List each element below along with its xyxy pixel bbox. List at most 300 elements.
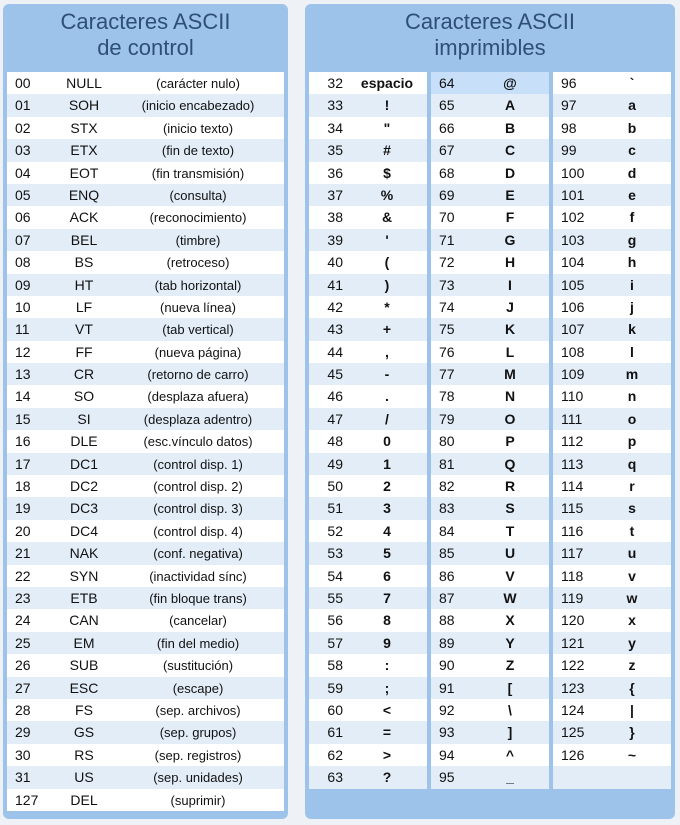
printable-code: 100	[561, 164, 585, 181]
printable-code: 124	[561, 701, 585, 718]
printable-char: v	[628, 567, 636, 584]
printable-code: 104	[561, 254, 585, 271]
printable-char: !	[384, 97, 390, 114]
printable-code: 93	[439, 724, 455, 741]
printable-row	[309, 72, 427, 94]
printable-char: Q	[504, 455, 516, 472]
printable-row	[431, 744, 549, 766]
printable-code: 52	[327, 522, 343, 539]
control-code: 14	[15, 388, 31, 405]
printable-row	[431, 430, 549, 452]
printable-row	[309, 677, 427, 699]
printable-char: |	[630, 701, 634, 718]
printable-row	[553, 520, 671, 542]
printable-code: 87	[439, 589, 455, 606]
printable-char: D	[504, 164, 516, 181]
control-desc: (desplaza afuera)	[147, 389, 249, 405]
control-row	[7, 766, 284, 788]
printable-char: y	[628, 634, 636, 651]
printable-char: Y	[505, 634, 515, 651]
control-code: 28	[15, 701, 31, 718]
control-abbr: BS	[74, 254, 94, 271]
printable-char: '	[385, 231, 389, 248]
printable-code: 117	[561, 545, 584, 562]
printable-char: V	[505, 567, 515, 584]
printable-char: o	[627, 410, 637, 427]
printable-row	[309, 699, 427, 721]
control-code: 19	[15, 500, 31, 517]
printable-chars-panel	[305, 4, 675, 819]
printable-code: 55	[327, 589, 343, 606]
control-abbr: DEL	[70, 791, 98, 808]
printable-code: 76	[439, 343, 455, 360]
printable-row	[309, 274, 427, 296]
printable-char: (	[384, 254, 390, 271]
control-chars-title	[3, 9, 288, 61]
printable-char: $	[383, 164, 391, 181]
printable-char: P	[505, 433, 515, 450]
control-desc: (cancelar)	[169, 613, 227, 629]
printable-row	[431, 632, 549, 654]
printable-column-2	[431, 72, 549, 789]
printable-code: 102	[561, 209, 585, 226]
printable-code: 98	[561, 119, 577, 136]
printable-char: &	[381, 209, 393, 226]
printable-char: S	[505, 500, 515, 517]
control-abbr: DLE	[70, 433, 98, 450]
control-row	[7, 677, 284, 699]
printable-code: 59	[327, 679, 343, 696]
printable-row	[553, 72, 671, 94]
printable-column-3	[553, 72, 671, 789]
printable-row	[309, 162, 427, 184]
printable-column-1	[309, 72, 427, 789]
printable-code: 54	[327, 567, 343, 584]
control-row	[7, 94, 284, 116]
control-abbr: CR	[73, 366, 95, 383]
printable-char: W	[503, 589, 517, 606]
printable-code: 115	[561, 500, 584, 517]
printable-row	[309, 430, 427, 452]
printable-code: 118	[561, 567, 584, 584]
control-abbr: SI	[77, 410, 91, 427]
printable-row	[553, 430, 671, 452]
control-row	[7, 162, 284, 184]
control-code: 17	[15, 455, 31, 472]
printable-char: :	[384, 657, 390, 674]
printable-row	[431, 699, 549, 721]
printable-char: q	[627, 455, 637, 472]
printable-code: 37	[327, 186, 343, 203]
control-desc: (suprimir)	[170, 792, 226, 808]
printable-code: 48	[327, 433, 343, 450]
control-abbr: ETB	[70, 589, 98, 606]
control-desc: (tab vertical)	[162, 322, 234, 338]
printable-row	[431, 677, 549, 699]
printable-char: k	[628, 321, 636, 338]
printable-row	[309, 542, 427, 564]
printable-char: u	[627, 545, 637, 562]
printable-char: =	[382, 724, 392, 741]
printable-code: 53	[327, 545, 343, 562]
control-code: 06	[15, 209, 31, 226]
control-code: 00	[15, 75, 31, 91]
control-row	[7, 318, 284, 340]
printable-code: 35	[327, 142, 343, 159]
control-row	[7, 363, 284, 385]
control-desc: (sep. grupos)	[159, 725, 237, 741]
control-desc: (timbre)	[175, 232, 221, 248]
control-desc: (tab horizontal)	[154, 277, 242, 293]
control-row	[7, 587, 284, 609]
printable-code: 114	[561, 478, 584, 495]
printable-code: 105	[561, 276, 585, 293]
control-abbr: FF	[75, 343, 93, 360]
printable-code: 91	[439, 679, 455, 696]
control-code: 26	[15, 657, 31, 674]
printable-row	[431, 766, 549, 788]
printable-row	[431, 229, 549, 251]
printable-char: R	[504, 478, 516, 495]
printable-char: 5	[383, 545, 391, 562]
printable-char: %	[380, 186, 394, 203]
printable-code: 72	[439, 254, 455, 271]
printable-char: O	[504, 410, 516, 427]
printable-char: H	[504, 254, 516, 271]
control-row	[7, 341, 284, 363]
printable-row	[553, 363, 671, 385]
printable-code: 64	[439, 75, 455, 91]
printable-row	[309, 587, 427, 609]
printable-char: [	[507, 679, 513, 696]
printable-code: 77	[439, 366, 455, 383]
printable-char: T	[505, 522, 515, 539]
printable-row	[553, 184, 671, 206]
printable-code: 92	[439, 701, 455, 718]
printable-row	[553, 744, 671, 766]
printable-char: +	[382, 321, 392, 338]
control-desc: (carácter nulo)	[156, 76, 240, 91]
printable-char: c	[628, 142, 636, 159]
printable-row	[553, 542, 671, 564]
printable-char: 2	[383, 478, 391, 495]
printable-row	[309, 520, 427, 542]
control-desc: (nueva página)	[154, 344, 242, 360]
control-abbr: ACK	[69, 209, 99, 226]
control-abbr: NAK	[69, 545, 99, 562]
printable-row	[553, 699, 671, 721]
control-row	[7, 139, 284, 161]
printable-row	[309, 385, 427, 407]
control-code: 13	[15, 366, 31, 383]
printable-row	[309, 721, 427, 743]
printable-char: L	[505, 343, 515, 360]
printable-row	[553, 766, 671, 788]
printable-row	[431, 363, 549, 385]
control-abbr: NULL	[66, 75, 102, 91]
printable-code: 43	[327, 321, 343, 338]
printable-code: 57	[327, 634, 343, 651]
printable-code: 33	[327, 97, 343, 114]
printable-char: 8	[383, 612, 391, 629]
printable-row	[431, 318, 549, 340]
printable-row	[309, 229, 427, 251]
printable-row	[431, 296, 549, 318]
control-code: 23	[15, 589, 31, 606]
printable-char: _	[506, 769, 514, 786]
printable-row	[553, 385, 671, 407]
printable-code: 56	[327, 612, 343, 629]
printable-row	[309, 296, 427, 318]
control-code: 25	[15, 634, 31, 651]
printable-code: 84	[439, 522, 455, 539]
control-abbr: US	[74, 769, 94, 786]
printable-char: >	[382, 746, 392, 763]
printable-row	[431, 162, 549, 184]
printable-row	[431, 341, 549, 363]
control-abbr: VT	[75, 321, 93, 338]
printable-row	[553, 587, 671, 609]
control-abbr: EM	[73, 634, 95, 651]
printable-code: 86	[439, 567, 455, 584]
printable-char: A	[504, 97, 516, 114]
printable-char: M	[504, 366, 516, 383]
printable-char: x	[628, 612, 636, 629]
control-row	[7, 117, 284, 139]
control-abbr: ETX	[70, 142, 98, 159]
control-code: 08	[15, 254, 31, 271]
printable-char: espacio	[360, 75, 414, 91]
printable-row	[553, 162, 671, 184]
control-code: 20	[15, 522, 31, 539]
printable-char: @	[503, 75, 517, 91]
printable-row	[553, 117, 671, 139]
printable-char: s	[628, 500, 636, 517]
printable-row	[431, 475, 549, 497]
control-code: 21	[15, 545, 31, 562]
printable-code: 81	[439, 455, 455, 472]
printable-row	[553, 677, 671, 699]
control-title-line1: Caracteres ASCII	[60, 9, 231, 34]
printable-row	[309, 251, 427, 273]
printable-char: "	[383, 119, 391, 136]
printable-code: 116	[561, 522, 584, 539]
control-desc: (control disp. 3)	[153, 501, 243, 517]
printable-code: 123	[561, 679, 585, 696]
control-desc: (sep. archivos)	[155, 702, 241, 718]
control-code: 30	[15, 746, 31, 763]
printable-row	[431, 520, 549, 542]
printable-row	[553, 296, 671, 318]
printable-code: 88	[439, 612, 455, 629]
printable-code: 125	[561, 724, 585, 741]
control-code: 31	[15, 769, 31, 786]
printable-row	[309, 117, 427, 139]
printable-code: 119	[561, 589, 584, 606]
printable-row	[553, 453, 671, 475]
control-desc: (sustitución)	[162, 658, 234, 674]
printable-char: 0	[383, 433, 391, 450]
printable-row	[309, 632, 427, 654]
printable-code: 36	[327, 164, 343, 181]
printable-row	[553, 654, 671, 676]
control-desc: (fin del medio)	[156, 635, 240, 651]
printable-code: 32	[327, 75, 343, 91]
printable-code: 95	[439, 769, 455, 786]
printable-code: 89	[439, 634, 455, 651]
printable-char: .	[385, 388, 389, 405]
printable-row	[553, 632, 671, 654]
printable-chars-title	[305, 9, 675, 61]
printable-code: 85	[439, 545, 455, 562]
printable-char: f	[629, 209, 635, 226]
printable-char: ,	[385, 343, 389, 360]
printable-code: 44	[327, 343, 343, 360]
printable-char: C	[504, 142, 516, 159]
control-code: 22	[15, 567, 31, 584]
printable-row	[553, 94, 671, 116]
printable-code: 73	[439, 276, 455, 293]
control-code: 03	[15, 142, 31, 159]
control-code: 16	[15, 433, 31, 450]
printable-char: ]	[507, 724, 513, 741]
printable-row	[431, 184, 549, 206]
printable-code: 65	[439, 97, 455, 114]
printable-code: 74	[439, 298, 455, 315]
control-title-line2: de control	[97, 35, 194, 60]
control-abbr: SO	[73, 388, 95, 405]
control-code: 09	[15, 276, 31, 293]
control-desc: (nueva línea)	[160, 299, 236, 315]
control-code: 127	[15, 791, 39, 808]
printable-char: K	[504, 321, 516, 338]
control-code: 11	[15, 321, 30, 338]
printable-char: a	[628, 97, 636, 114]
printable-row	[553, 251, 671, 273]
printable-code: 63	[327, 769, 343, 786]
control-desc: (inactividad sínc)	[149, 568, 247, 584]
printable-code: 75	[439, 321, 455, 338]
control-desc: (desplaza adentro)	[143, 411, 253, 427]
printable-char: J	[506, 298, 514, 315]
printable-row	[431, 94, 549, 116]
control-abbr: GS	[73, 724, 95, 741]
control-abbr: DC2	[69, 478, 98, 495]
control-abbr: CAN	[69, 612, 99, 629]
printable-row	[553, 139, 671, 161]
printable-char: N	[504, 388, 516, 405]
control-desc: (inicio texto)	[162, 120, 234, 136]
control-desc: (fin de texto)	[161, 143, 235, 159]
printable-char: 6	[383, 567, 391, 584]
printable-char: ;	[384, 679, 390, 696]
printable-code: 108	[561, 343, 585, 360]
control-row	[7, 789, 284, 811]
printable-code: 42	[327, 298, 343, 315]
control-desc: (inicio encabezado)	[141, 98, 255, 114]
printable-row	[309, 139, 427, 161]
printable-row	[309, 341, 427, 363]
control-abbr: RS	[74, 746, 94, 763]
printable-code: 71	[439, 231, 455, 248]
printable-code: 111	[561, 410, 583, 427]
printable-code: 120	[561, 612, 585, 629]
printable-row	[431, 721, 549, 743]
printable-char: z	[628, 657, 636, 674]
printable-code: 82	[439, 478, 455, 495]
printable-code: 122	[561, 657, 585, 674]
printable-char: d	[627, 164, 637, 181]
control-code: 18	[15, 478, 31, 495]
control-desc: (conf. negativa)	[153, 546, 243, 562]
printable-char: #	[383, 142, 391, 159]
printable-code: 67	[439, 142, 455, 159]
printable-char: ^	[505, 746, 515, 763]
printable-char: E	[505, 186, 515, 203]
control-row	[7, 520, 284, 542]
control-row	[7, 251, 284, 273]
printable-row	[431, 497, 549, 519]
printable-row	[553, 565, 671, 587]
printable-row	[309, 654, 427, 676]
printable-code: 68	[439, 164, 455, 181]
control-desc: (control disp. 4)	[153, 523, 243, 539]
control-code: 10	[15, 298, 31, 315]
printable-char: e	[628, 186, 636, 203]
printable-char: n	[627, 388, 637, 405]
printable-row	[553, 475, 671, 497]
printable-code: 49	[327, 455, 343, 472]
control-desc: (sep. unidades)	[153, 770, 243, 786]
printable-char: ?	[382, 769, 392, 786]
printable-code: 80	[439, 433, 455, 450]
printable-char: `	[629, 75, 635, 91]
printable-code: 103	[561, 231, 585, 248]
printable-char: <	[382, 701, 392, 718]
control-desc: (esc.vínculo datos)	[143, 434, 253, 450]
control-abbr: FS	[75, 701, 93, 718]
control-abbr: SYN	[69, 567, 99, 584]
printable-row	[431, 251, 549, 273]
printable-char: F	[505, 209, 515, 226]
control-chars-panel	[3, 4, 288, 819]
printable-row	[553, 206, 671, 228]
printable-code: 79	[439, 410, 455, 427]
control-abbr: BEL	[70, 231, 98, 248]
printable-row	[553, 274, 671, 296]
printable-code: 70	[439, 209, 455, 226]
control-desc: (consulta)	[169, 187, 227, 203]
printable-code: 34	[327, 119, 343, 136]
control-desc: (fin bloque trans)	[149, 590, 247, 606]
printable-code: 69	[439, 186, 455, 203]
control-abbr: ESC	[69, 679, 99, 696]
printable-char: B	[504, 119, 516, 136]
control-row	[7, 206, 284, 228]
printable-row	[431, 72, 549, 94]
printable-code: 83	[439, 500, 455, 517]
control-code: 29	[15, 724, 31, 741]
control-abbr: DC4	[69, 522, 98, 539]
printable-row	[431, 408, 549, 430]
printable-code: 51	[327, 500, 343, 517]
control-abbr: SOH	[68, 97, 100, 114]
printable-row	[431, 385, 549, 407]
printable-code: 62	[327, 746, 343, 763]
printable-row	[431, 117, 549, 139]
printable-code: 50	[327, 478, 343, 495]
printable-row	[309, 565, 427, 587]
